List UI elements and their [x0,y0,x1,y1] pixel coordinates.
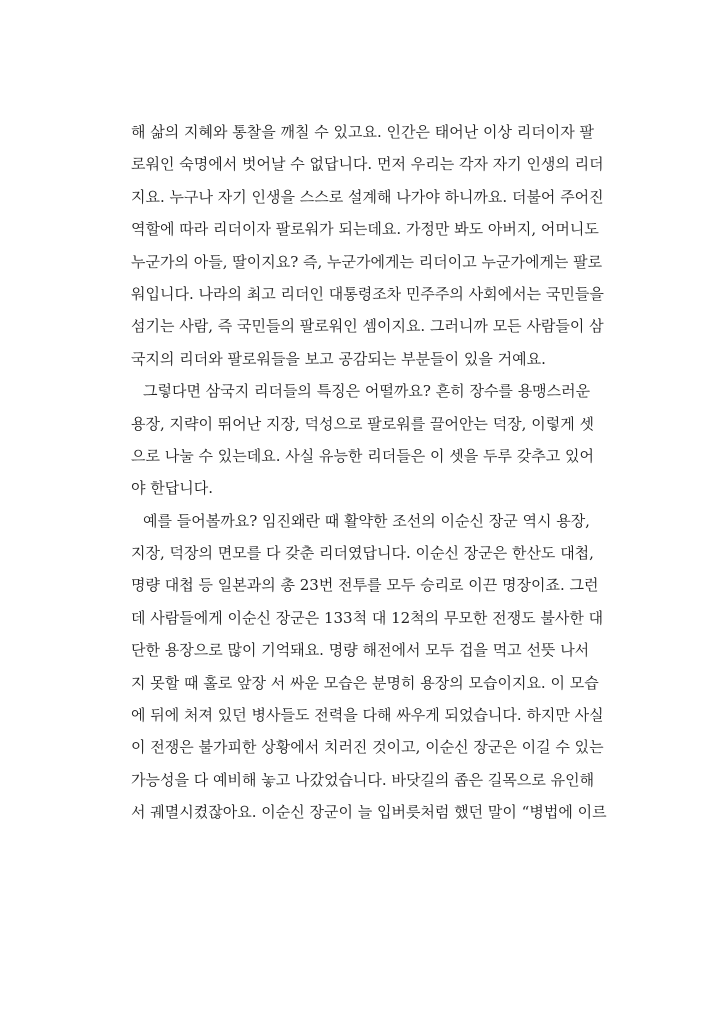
text-line: 데 사람들에게 이순신 장군은 133척 대 12척의 무모한 전쟁도 불사한 대 [131,608,604,627]
text-line: 지요. 누구나 자기 인생을 스스로 설계해 나가야 하니까요. 더불어 주어진 [131,187,604,206]
text-line: 지 못할 때 홀로 앞장 서 싸운 모습은 분명히 용장의 모습이지요. 이 모습 [131,673,599,692]
text-line: 단한 용장으로 많이 기억돼요. 명량 해전에서 모두 겁을 먹고 선뜻 나서 [131,641,590,660]
text-line: 섬기는 사람, 즉 국민들의 팔로워인 셈이지요. 그러니까 모든 사람들이 삼 [131,317,604,336]
text-line: 명량 대첩 등 일본과의 총 23번 전투를 모두 승리로 이끈 명장이죠. 그런 [131,576,599,595]
text-line: 누군가의 아들, 딸이지요? 즉, 누군가에게는 리더이고 누군가에게는 팔로 [131,252,603,271]
text-line: 해 삶의 지혜와 통찰을 깨칠 수 있고요. 인간은 태어난 이상 리더이자 팔 [131,123,594,141]
text-line: 로워인 숙명에서 벗어날 수 없답니다. 먼저 우리는 각자 자기 인생의 리더 [131,155,604,174]
text-line: 가능성을 다 예비해 놓고 나갔었습니다. 바닷길의 좁은 길목으로 유인해 [131,770,595,789]
text-line: 야 한답니다. [131,479,213,498]
paragraph-first-line: 예를 들어볼까요? 임진왜란 때 활약한 조선의 이순신 장군 역시 용장, [143,511,590,530]
text-line: 서 궤멸시켰잖아요. 이순신 장군이 늘 입버릇처럼 했던 말이 “병법에 이르 [131,803,607,822]
body-text [131,116,611,829]
text-line: 에 뒤에 처져 있던 병사들도 전력을 다해 싸우게 되었습니다. 하지만 사실 [131,706,604,725]
text-line: 국지의 리더와 팔로워들을 보고 공감되는 부분들이 있을 거예요. [131,349,546,368]
text-line: 워입니다. 나라의 최고 리더인 대통령조차 민주주의 사회에서는 국민들을 [131,284,604,303]
text-line: 으로 나눌 수 있는데요. 사실 유능한 리더들은 이 셋을 두루 갖추고 있어 [131,446,594,465]
text-line: 이 전쟁은 불가피한 상황에서 치러진 것이고, 이순신 장군은 이길 수 있는 [131,738,604,757]
text-line: 용장, 지략이 뛰어난 지장, 덕성으로 팔로워를 끌어안는 덕장, 이렇게 셋 [131,414,594,433]
text-line: 지장, 덕장의 면모를 다 갖춘 리더였답니다. 이순신 장군은 한산도 대첩, [131,544,594,563]
paragraph-first-line: 그렇다면 삼국지 리더들의 특징은 어떨까요? 흔히 장수를 용맹스러운 [143,382,591,401]
text-line: 역할에 따라 리더이자 팔로워가 되는데요. 가정만 봐도 아버지, 어머니도 [131,220,599,239]
